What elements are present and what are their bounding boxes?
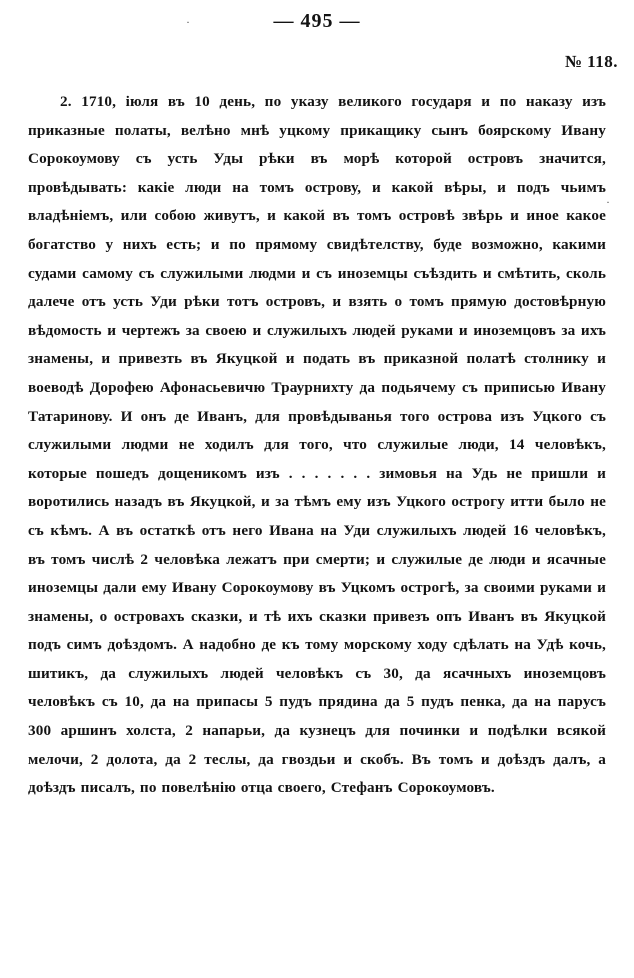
- document-number: № 118.: [564, 52, 618, 71]
- margin-mark-top: ·: [186, 15, 190, 29]
- page-number: — 495 —: [273, 10, 361, 32]
- body-text-block: [28, 88, 606, 803]
- margin-mark-right: ·: [606, 195, 610, 209]
- paragraph-text: 2. 1710, іюля въ 10 день, по указу великого государя и по наказу изъ приказные полаты, велѣно мнѣ уцкому прикащику сынъ боярскому Ивану Сорокоумову съ усть Уды рѣки въ морѣ которой островъ значится, провѣдывать: какіе люди на томъ острову, и какой вѣры, и подъ чьимъ владѣніемъ, или собою живутъ, и какой въ томъ островѣ звѣрь и иное какое богатство у нихъ есть; и по прямому свидѣтелству, буде возможно, какими судами самому съ служилыми людми и съ иноземцы съѣздить и смѣтить, сколь далече отъ усть Уди рѣки тотъ островъ, и взять о томъ прямую достовѣрную вѣдомость и чертежъ за своею и служилыхъ людей руками и иноземцовъ за ихъ знамены, и привезть въ Якуцкой и подать въ приказной полатѣ столнику и воеводѣ Дорофею Афонасьевичю Траурнихту да подьячему съ приписью Ивану Татаринову. И онъ де Иванъ, для провѣдыванья того острова изъ Уцкого съ служилыми людми не ходилъ для того, что служилые люди, 14 человѣкъ, которые пошедъ дощеникомъ изъ . . . . . . . зимовья на Удь не пришли и воротились назадъ въ Якуцкой, и за тѣмъ ему изъ Уцкого острогу итти было не съ кѣмъ. А въ остаткѣ отъ него Ивана на Уди служилыхъ людей 16 человѣкъ, въ томъ числѣ 2 человѣка лежатъ при смерти; и служилые де люди и ясачные иноземцы дали ему Ивану Сорокоумову въ Уцкомъ острогѣ, за своими руками и знамены, о островахъ сказки, и тѣ ихъ сказки привезъ опъ Иванъ въ Якуцкой подъ симъ доѣздомъ. А надобно де къ тому морскому ходу сдѣлать на Удѣ кочь, шитикъ, да служилыхъ людей человѣкъ съ 30, да ясачныхъ иноземцовъ человѣкъ съ 10, да на припасы 5 пудъ прядина да 5 пудъ пенка, да на парусъ 300 аршинъ холста, 2 напарьи, да кузнецъ для починки и подѣлки всякой мелочи, 2 долота, да 2 теслы, да гвоздьи и скобъ. Въ томъ и доѣздъ далъ, а доѣздъ писалъ, по повелѣнію отца своего, Стефанъ Сорокоумовъ.: [28, 93, 606, 797]
- document-page: [0, 10, 634, 978]
- body-paragraph: [28, 88, 606, 803]
